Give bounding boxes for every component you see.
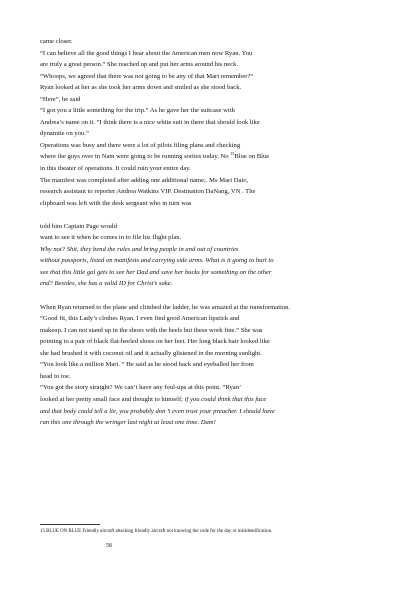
footnote-marker: 15 <box>230 151 235 157</box>
text-line: are truly a great person.” She reached up and put her arms around his neck. <box>40 61 239 69</box>
footnote-rule <box>40 524 100 525</box>
text-line: When Ryan returned to the plane and climbed the ladder, he was amazed at the transformation. <box>40 303 291 311</box>
text-line-italic: without passports, listed on manifests and carrying side arms. What is it going to hurt to <box>40 257 274 265</box>
line-segment: looked at her pretty small face and thought to himself; <box>40 395 185 403</box>
text-line: The manifest was completed after adding one additional name;. Ms Mari Daio, <box>40 176 249 184</box>
text-line: “You got the story straight? We can’t have any foul-ups at this point. “Ryan’ <box>40 384 242 392</box>
page-number: 58 <box>106 543 112 549</box>
paragraph-gap <box>40 209 390 221</box>
text-line: clipboard was left with the desk sergeant who in turn was <box>40 199 192 207</box>
body-text <box>40 36 390 429</box>
text-line: “I got you a little something for the trip.” As he gave her the suitcase with <box>40 107 235 115</box>
text-line: Operations was busy and there were a lot of pilots filing plans and checking <box>40 141 241 149</box>
text-line: makeup. I can not stand up in the shoes with the heels but these work fine.” She was <box>40 326 263 334</box>
text-line: Ryan looked at her as she took her arms down and smiled as she stood back. <box>40 84 242 92</box>
text-line: pointing to a pair of black flat-heeled shoes on her feet. Her long black hair looked like <box>40 338 270 346</box>
text-line: told him Captain Page would <box>40 222 117 230</box>
text-line: “Good fit, this Lady’s clothes Ryan. I even find good American lipstick and <box>40 315 240 323</box>
text-line: “Whoops, we agreed that there was not going to be any of that Mari remember?” <box>40 72 254 80</box>
text-line: dynamite on you.” <box>40 130 89 138</box>
text-line: “Here”, he said <box>40 95 81 103</box>
text-line <box>40 151 390 163</box>
text-line-italic: Why not? Shit, they bend the rules and bring people in and out of countries <box>40 245 239 253</box>
text-line <box>40 394 390 406</box>
text-line-italic: end? Besides, she has a valid ID for Christ’s sake. <box>40 280 173 288</box>
text-line: head to toe. <box>40 372 71 380</box>
text-line: she had brushed it with coconut oil and it actually glistened in the morning sunlight. <box>40 349 262 357</box>
text-line-italic: see that this little gal gets to see her Dad and save her bucks for something on the other <box>40 268 272 276</box>
paragraph-gap <box>40 290 390 302</box>
text-line-italic: ran this one through the wringer last night at least one time. Dam! <box>40 419 216 427</box>
text-line: Andrea’s name on it. “I think there is a nice white suit in there that should look like <box>40 118 260 126</box>
line-segment-italic: if you could think that this face <box>184 395 267 403</box>
footnote: 15 BLUE ON BLUE Friendly aircraft attacking friendly aircraft not knowing the code for the day or misidentification. <box>40 529 273 534</box>
text-line: research assistant to reporter Andrea Watkins VIP. Destination DaNang, VN . The <box>40 188 256 196</box>
text-line: “You look like a million Mari. “ He said as he stood back and eyeballed her from <box>40 361 254 369</box>
line-segment: where the guys over in Nam were going to be running sorties today. No <box>40 153 231 161</box>
text-line: came closer. <box>40 38 73 45</box>
text-line: want to see it when he comes in to file his flight plan. <box>40 234 182 242</box>
line-segment: Blue on Blue <box>234 153 270 161</box>
text-line: in this theater of operations. It could ruin your entire day. <box>40 165 191 173</box>
text-line-italic: and that body could tell a lie, you probably don ’t even trust your preacher. I should have <box>40 407 275 415</box>
text-line: “I can believe all the good things I hear about the American men now Ryan. You <box>40 49 253 57</box>
